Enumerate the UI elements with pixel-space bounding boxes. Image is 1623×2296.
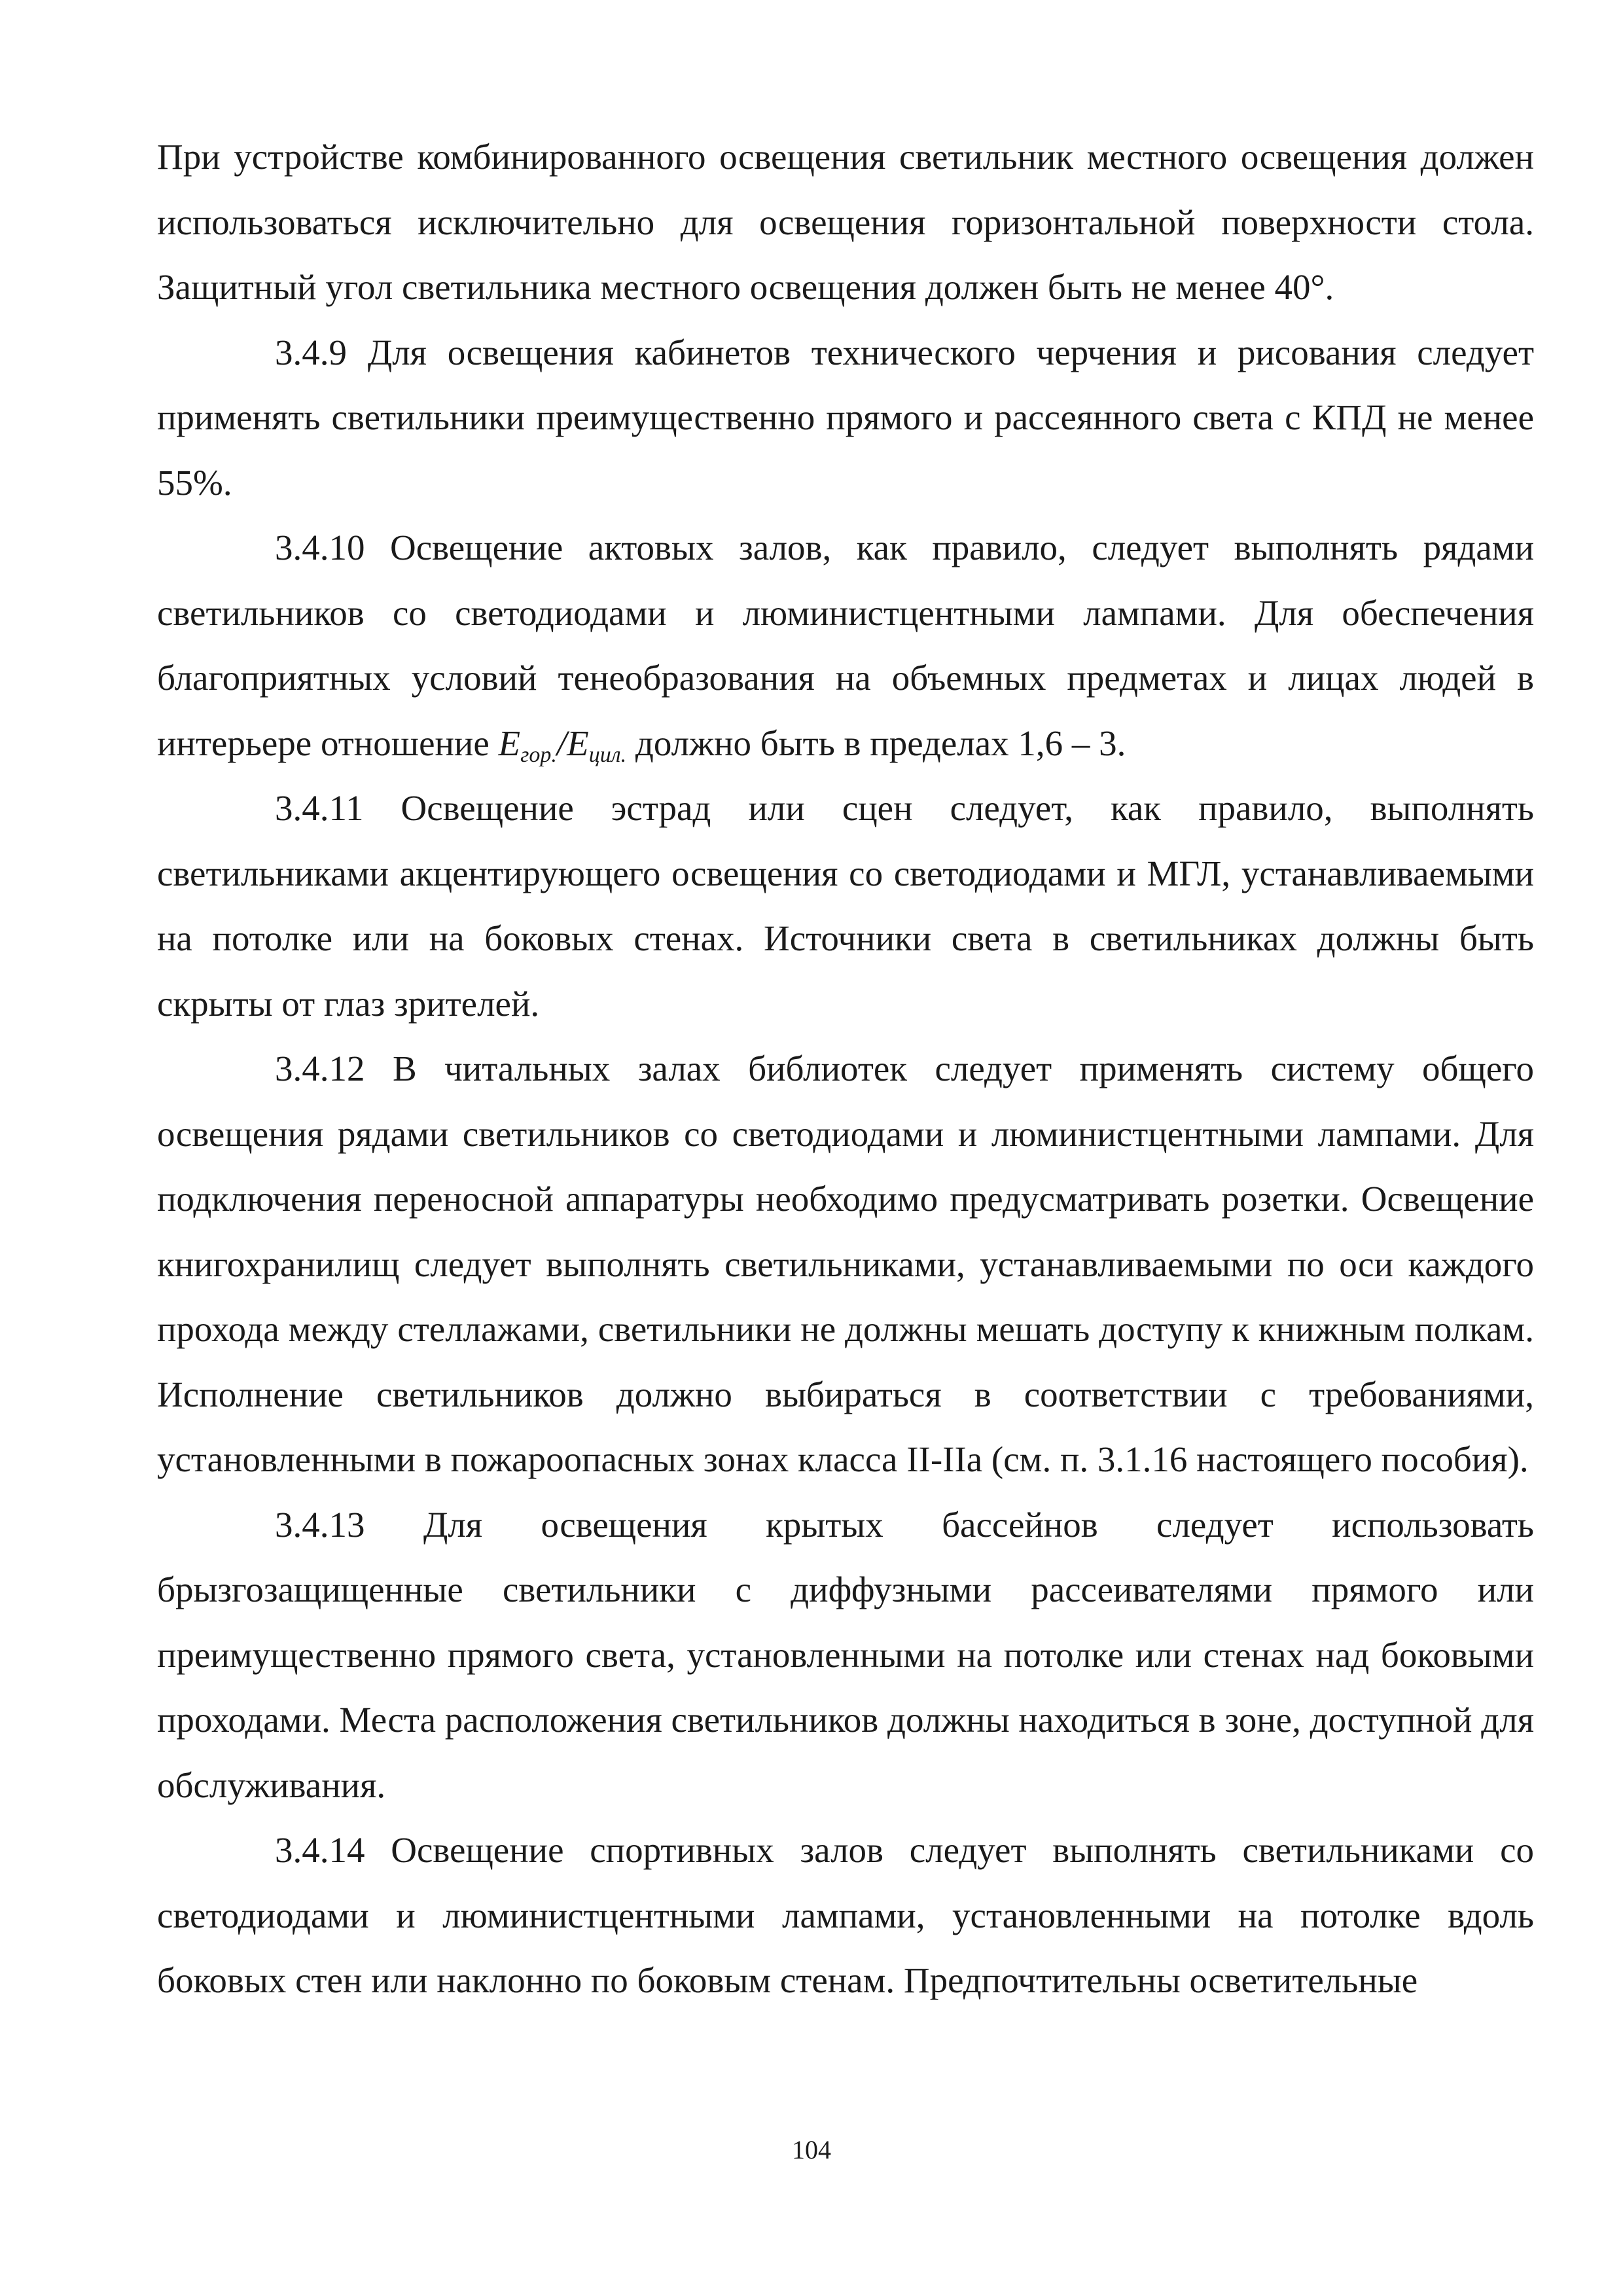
paragraph-3-4-10-tail: должно быть в пределах 1,6 – 3. <box>626 723 1126 763</box>
illuminance-ratio-formula: $E_{гор.}/E_{цил.}$ <box>498 723 627 767</box>
paragraph-3-4-9: 3.4.9 Для освещения кабинетов технического черчения и рисования следует применять светильники преимущественно прямого и рассеянного света с КПД не менее 55%. <box>157 332 1534 503</box>
paragraph-3-4-10-text: 3.4.10 Освещение актовых залов, как правило, следует выполнять рядами светильников со светодиодами и люминистцентными лампами. Для обеспечения благоприятных условий тенеобразования на объемных предметах и лицах людей в интерьере отношение <box>157 528 1534 763</box>
page-number: 104 <box>792 2135 831 2164</box>
paragraph-3-4-12: 3.4.12 В читальных залах библиотек следует применять систему общего освещения рядами светильников со светодиодами и люминистцентными лампами. Для подключения переносной аппаратуры необходимо предусматривать розетки. Освещение книгохранилищ следует выполнять светильниками, устанавливаемыми по оси каждого прохода между стеллажами, светильники не должны мешать доступу к книжным полкам. Исполнение светильников должно выбираться в соответствии с требованиями, установленными в пожароопасных зонах класса II-IIа (см. п. 3.1.16 настоящего пособия). <box>157 1049 1534 1479</box>
paragraph-3-4-13: 3.4.13 Для освещения крытых бассейнов следует использовать брызгозащищенные светильники с диффузными рассеивателями прямого или преимущественно прямого света, установленными на потолке или стенах над боковыми проходами. Места расположения светильников должны находиться в зоне, доступной для обслуживания. <box>157 1504 1534 1805</box>
paragraph-3-4-10 <box>157 515 1534 776</box>
paragraph-3-4-14: 3.4.14 Освещение спортивных залов следует выполнять светильниками со светодиодами и люминистцентными лампами, установленными на потолке вдоль боковых стен или наклонно по боковым стенам. Предпочтительны осветительные <box>157 1830 1534 2000</box>
paragraph-3-4-11: 3.4.11 Освещение эстрад или сцен следует, как правило, выполнять светильниками акцентирующего освещения со светодиодами и МГЛ, устанавливаемыми на потолке или на боковых стенах. Источники света в светильниках должны быть скрыты от глаз зрителей. <box>157 788 1534 1024</box>
paragraph-local-lighting: При устройстве комбинированного освещения светильник местного освещения должен использоваться исключительно для освещения горизонтальной поверхности стола. Защитный угол светильника местного освещения должен быть не менее 40°. <box>157 137 1534 307</box>
document-page <box>157 124 1534 2153</box>
